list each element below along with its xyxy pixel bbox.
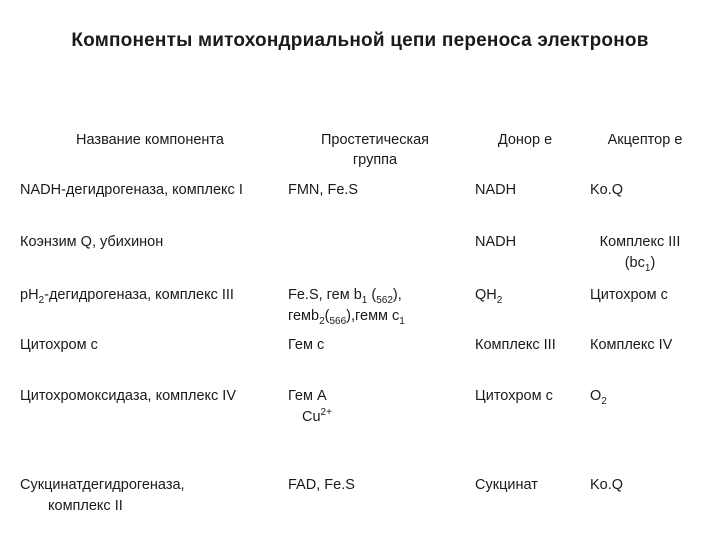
row4-acceptor: Комплекс IV xyxy=(590,337,673,353)
row2-donor: NADH xyxy=(475,234,517,250)
row5-acceptor: $O_2$ xyxy=(590,388,607,407)
row6-donor: Сукцинат xyxy=(475,477,538,493)
row3-component: $pH_2$-дегидрогеназа, комплекс III xyxy=(20,287,234,306)
header-donor: Донор е xyxy=(497,132,553,148)
row1-acceptor: Ko.Q xyxy=(590,182,624,198)
row6-prosthetic: FAD, Fe.S xyxy=(288,477,355,493)
row3-prosthetic-line1: Fe.S, гем $b_1$ $(_{562})$, xyxy=(288,287,402,306)
row5-prosthetic-line1: Гем А xyxy=(288,388,327,404)
header-acceptor: Акцептор е xyxy=(607,132,683,148)
row5-prosthetic xyxy=(288,386,332,428)
row4-prosthetic: Гем с xyxy=(288,337,325,353)
row1-component: NADH-дегидрогеназа, комплекс I xyxy=(20,182,243,198)
row3-prosthetic-line2: $гемb_2(_{566}),гемм$ $c_1$ xyxy=(288,308,405,327)
row2-component: Коэнзим Q, убихинон xyxy=(20,234,164,250)
row1-donor: NADH xyxy=(475,182,517,198)
row6-component-line2: комплекс II xyxy=(48,498,123,514)
header-prosthetic xyxy=(290,130,460,170)
page-title: Компоненты митохондриальной цепи переноса электронов xyxy=(71,30,649,51)
row3-acceptor: Цитохром с xyxy=(590,287,668,303)
header-component: Название компонента xyxy=(76,132,224,148)
row2-acceptor xyxy=(590,232,690,274)
row5-component: Цитохромоксидаза, комплекс IV xyxy=(20,388,237,404)
row5-prosthetic-line2: $Cu^{2+}$ xyxy=(302,407,332,425)
header-prosthetic-line2: группа xyxy=(352,152,398,168)
row6-acceptor: Ko.Q xyxy=(590,477,624,493)
row5-donor: Цитохром с xyxy=(475,388,553,404)
row4-component: Цитохром с xyxy=(20,337,98,353)
row4-donor: Комплекс III xyxy=(475,337,556,353)
row1-prosthetic: FMN, Fe.S xyxy=(288,182,359,198)
header-prosthetic-line1: Простетическая xyxy=(320,132,430,148)
row2-acceptor-line1: Комплекс III xyxy=(599,234,681,250)
row3-donor: $QH_2$ xyxy=(475,287,503,306)
row2-acceptor-line2: $(bc_1)$ xyxy=(624,255,656,274)
row6-component-line1: Сукцинатдегидрогеназа, xyxy=(20,477,185,493)
row6-component xyxy=(20,475,185,517)
row3-prosthetic xyxy=(288,285,405,327)
